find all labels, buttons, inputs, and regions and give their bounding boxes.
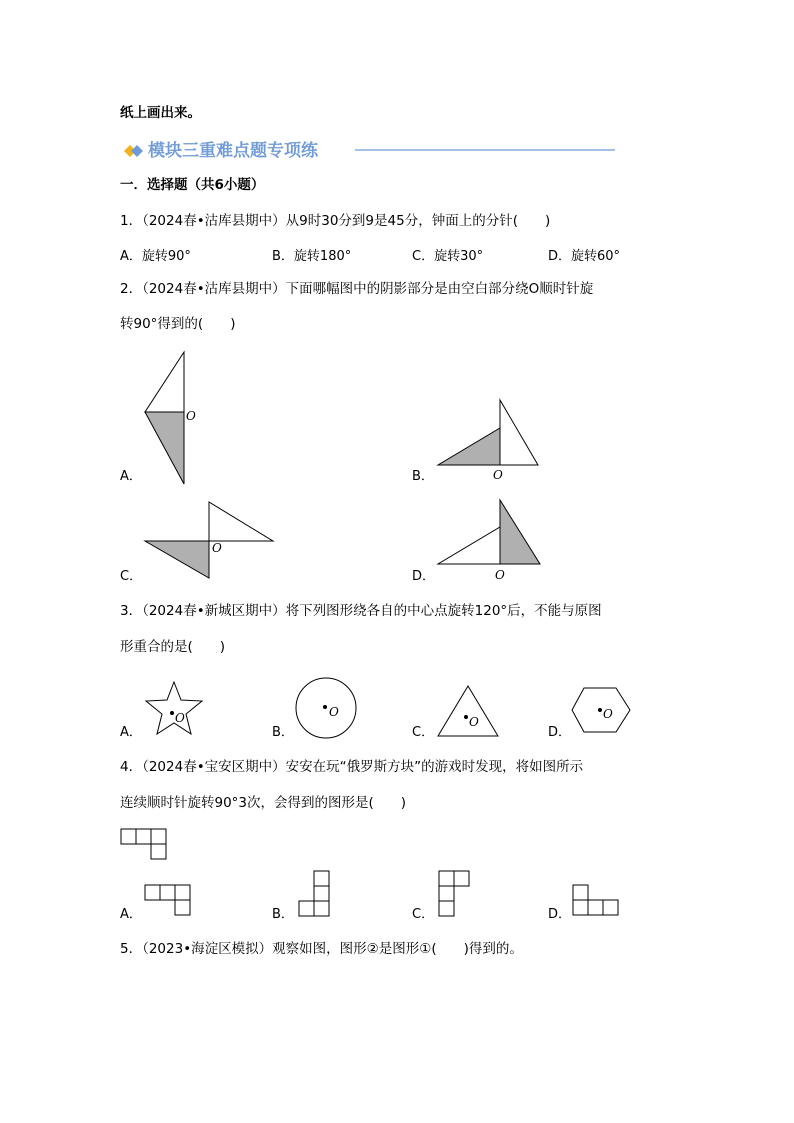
question-3-text-line1: 3．（2024春•新城区期中）将下列图形绕各自的中心点旋转120°后，不能与原图 <box>120 603 602 619</box>
q2-option-a-label[interactable]: A． <box>120 469 142 484</box>
q2-figure-d <box>436 498 546 584</box>
q4-option-a-label[interactable]: A． <box>120 907 142 922</box>
q2-option-c-label[interactable]: C． <box>120 569 143 584</box>
q3-d-point-label: O <box>603 707 613 721</box>
q2-b-point-label: O <box>493 468 503 482</box>
question-3-text-line2: 形重合的是( ) <box>120 639 226 655</box>
q3-b-point-label: O <box>329 705 339 719</box>
q2-option-b-label[interactable]: B． <box>412 469 434 484</box>
q4-option-d-label[interactable]: D． <box>548 907 572 922</box>
question-4-text-line1: 4．（2024春•宝安区期中）安安在玩“俄罗斯方块”的游戏时发现，将如图所示 <box>120 759 584 775</box>
q3-option-a-label[interactable]: A． <box>120 725 142 740</box>
q3-circle-figure <box>294 676 358 740</box>
q3-option-c-label[interactable]: C． <box>412 725 435 740</box>
q3-a-point-label: O <box>175 711 185 725</box>
q2-d-point-label: O <box>495 568 505 582</box>
q2-c-point-label: O <box>212 541 222 555</box>
intro-line: 纸上画出来。 <box>120 105 201 121</box>
q1-option-d[interactable]: D．旋转60° <box>548 249 621 264</box>
question-2-text-line1: 2．（2024春•沽库县期中）下面哪幅图中的阴影部分是由空白部分绕O顺时针旋 <box>120 281 594 297</box>
q3-star-figure <box>144 680 206 740</box>
q2-figure-a <box>140 352 200 492</box>
q4-option-c-label[interactable]: C． <box>412 907 435 922</box>
q2-option-d-label[interactable]: D． <box>412 569 436 584</box>
q2-figure-c <box>142 500 276 582</box>
q4-figure-c <box>438 870 472 918</box>
question-1-text: 1．（2024春•沽库县期中）从9时30分到9是45分，钟面上的分针( ) <box>120 213 551 229</box>
diamond-icon <box>124 143 144 159</box>
q2-figure-b <box>436 398 546 486</box>
q3-hexagon-figure <box>570 686 632 736</box>
q1-option-c[interactable]: C．旋转30° <box>412 249 484 264</box>
q2-a-point-label: O <box>186 409 196 423</box>
question-5-text: 5．（2023•海淀区模拟）观察如图，图形②是图形①( )得到的。 <box>120 941 523 957</box>
title-divider <box>355 149 617 153</box>
q4-figure-a <box>144 884 194 918</box>
q3-option-b-label[interactable]: B． <box>272 725 294 740</box>
q4-option-b-label[interactable]: B． <box>272 907 294 922</box>
q4-figure-b <box>298 870 332 918</box>
question-2-text-line2: 转90°得到的( ) <box>120 316 236 332</box>
q1-option-b[interactable]: B．旋转180° <box>272 249 352 264</box>
section-heading: 一．选择题（共6小题） <box>120 177 265 193</box>
q3-c-point-label: O <box>469 715 479 729</box>
module-title: 模块三重难点题专项练 <box>148 141 318 161</box>
q3-option-d-label[interactable]: D． <box>548 725 572 740</box>
q4-original-tetromino <box>120 828 170 862</box>
question-4-text-line2: 连续顺时针旋转90°3次，会得到的图形是( ) <box>120 795 407 811</box>
q3-triangle-figure <box>436 684 502 740</box>
q1-option-a[interactable]: A．旋转90° <box>120 249 191 264</box>
q4-figure-d <box>572 884 622 918</box>
